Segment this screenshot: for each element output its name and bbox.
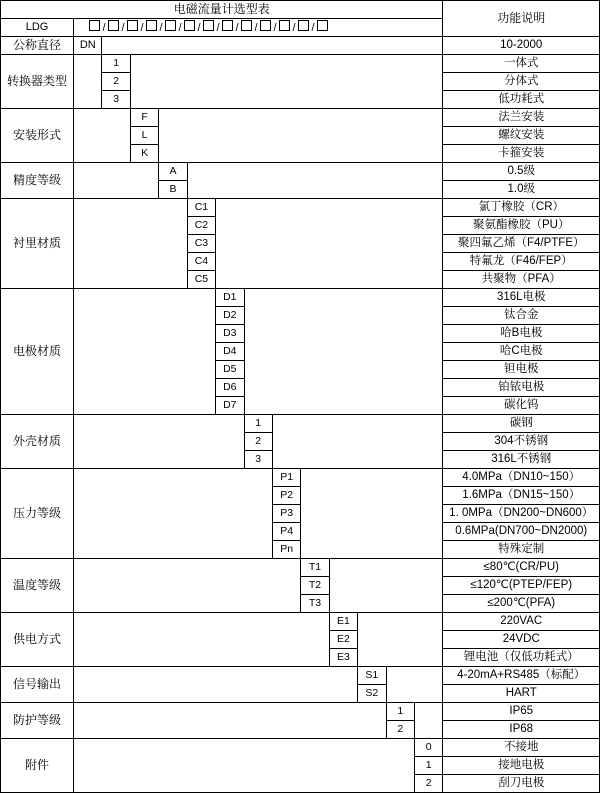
desc-lining-material-1: 氯丁橡胶（CR） bbox=[443, 199, 600, 217]
category-nominal-diameter: 公称直径 bbox=[1, 37, 74, 55]
desc-electrode-material-3: 哈B电极 bbox=[443, 325, 600, 343]
code-pressure-rating-3: P3 bbox=[272, 505, 300, 523]
category-accuracy-class: 精度等级 bbox=[1, 163, 74, 199]
desc-lining-material-3: 聚四氟乙烯（F4/PTFE） bbox=[443, 235, 600, 253]
code-strip-symbols bbox=[88, 20, 329, 34]
spacer bbox=[358, 613, 443, 667]
code-strip-slash: / bbox=[140, 22, 144, 35]
code-accessories-3: 2 bbox=[414, 775, 443, 793]
code-accessories-1: 0 bbox=[414, 739, 443, 757]
desc-power-supply-1: 220VAC bbox=[443, 613, 600, 631]
code-electrode-material-1: D1 bbox=[216, 289, 244, 307]
code-strip-box bbox=[298, 20, 309, 31]
code-lining-material-3: C3 bbox=[187, 235, 215, 253]
category-power-supply: 供电方式 bbox=[1, 613, 74, 667]
spacer bbox=[74, 289, 216, 415]
desc-housing-material-1: 碳钢 bbox=[443, 415, 600, 433]
code-strip-box bbox=[279, 20, 290, 31]
code-temperature-rating-3: T3 bbox=[301, 595, 329, 613]
code-power-supply-1: E1 bbox=[329, 613, 357, 631]
desc-housing-material-2: 304不锈钢 bbox=[443, 433, 600, 451]
code-strip-slash: / bbox=[254, 22, 258, 35]
desc-installation-type-2: 螺纹安装 bbox=[443, 127, 600, 145]
desc-signal-output-1: 4-20mA+RS485（标配） bbox=[443, 667, 600, 685]
code-temperature-rating-1: T1 bbox=[301, 559, 329, 577]
spacer bbox=[187, 163, 443, 199]
code-converter-type-1: 1 bbox=[102, 55, 130, 73]
desc-accessories-3: 刮刀电极 bbox=[443, 775, 600, 793]
spacer bbox=[74, 109, 131, 163]
desc-lining-material-2: 聚氨酯橡胶（PU） bbox=[443, 217, 600, 235]
spacer bbox=[74, 703, 386, 739]
code-installation-type-3: K bbox=[130, 145, 158, 163]
category-protection-rating: 防护等级 bbox=[1, 703, 74, 739]
desc-converter-type-3: 低功耗式 bbox=[443, 91, 600, 109]
desc-power-supply-2: 24VDC bbox=[443, 631, 600, 649]
desc-electrode-material-6: 铂铱电极 bbox=[443, 379, 600, 397]
code-strip-slash: / bbox=[102, 22, 106, 35]
code-electrode-material-6: D6 bbox=[216, 379, 244, 397]
category-lining-material: 衬里材质 bbox=[1, 199, 74, 289]
desc-protection-rating-2: IP68 bbox=[443, 721, 600, 739]
desc-electrode-material-2: 钛合金 bbox=[443, 307, 600, 325]
code-strip bbox=[74, 19, 443, 37]
spacer bbox=[74, 415, 244, 469]
spacer bbox=[272, 415, 443, 469]
spacer bbox=[74, 739, 415, 793]
desc-housing-material-3: 316L不锈钢 bbox=[443, 451, 600, 469]
desc-converter-type-2: 分体式 bbox=[443, 73, 600, 91]
category-pressure-rating: 压力等级 bbox=[1, 469, 74, 559]
desc-lining-material-5: 共聚物（PFA） bbox=[443, 271, 600, 289]
code-pressure-rating-5: Pn bbox=[272, 541, 300, 559]
code-housing-material-1: 1 bbox=[244, 415, 272, 433]
spacer bbox=[244, 289, 443, 415]
code-strip-slash: / bbox=[311, 22, 315, 35]
desc-accuracy-class-2: 1.0级 bbox=[443, 181, 600, 199]
desc-pressure-rating-1: 4.0MPa（DN10~150） bbox=[443, 469, 600, 487]
desc-accessories-2: 接地电极 bbox=[443, 757, 600, 775]
category-temperature-rating: 温度等级 bbox=[1, 559, 74, 613]
table-title: 电磁流量计选型表 bbox=[1, 1, 443, 19]
category-housing-material: 外壳材质 bbox=[1, 415, 74, 469]
desc-electrode-material-7: 碳化钨 bbox=[443, 397, 600, 415]
spacer bbox=[74, 469, 273, 559]
code-temperature-rating-2: T2 bbox=[301, 577, 329, 595]
code-signal-output-2: S2 bbox=[358, 685, 386, 703]
code-strip-slash: / bbox=[292, 22, 296, 35]
code-strip-slash: / bbox=[178, 22, 182, 35]
spacer bbox=[130, 55, 443, 109]
desc-pressure-rating-5: 特殊定制 bbox=[443, 541, 600, 559]
code-lining-material-2: C2 bbox=[187, 217, 215, 235]
code-lining-material-4: C4 bbox=[187, 253, 215, 271]
code-accuracy-class-2: B bbox=[159, 181, 187, 199]
code-protection-rating-2: 2 bbox=[386, 721, 414, 739]
spacer bbox=[74, 55, 102, 109]
code-power-supply-3: E3 bbox=[329, 649, 357, 667]
category-electrode-material: 电极材质 bbox=[1, 289, 74, 415]
code-electrode-material-3: D3 bbox=[216, 325, 244, 343]
code-signal-output-1: S1 bbox=[358, 667, 386, 685]
desc-converter-type-1: 一体式 bbox=[443, 55, 600, 73]
desc-accuracy-class-1: 0.5级 bbox=[443, 163, 600, 181]
code-strip-slash: / bbox=[273, 22, 277, 35]
desc-pressure-rating-3: 1. 0MPa（DN200~DN600） bbox=[443, 505, 600, 523]
model-prefix: LDG bbox=[1, 19, 74, 37]
category-installation-type: 安装形式 bbox=[1, 109, 74, 163]
spacer bbox=[414, 703, 443, 739]
category-signal-output: 信号输出 bbox=[1, 667, 74, 703]
desc-temperature-rating-2: ≤120℃(PTEP/FEP) bbox=[443, 577, 600, 595]
code-electrode-material-7: D7 bbox=[216, 397, 244, 415]
code-strip-slash: / bbox=[197, 22, 201, 35]
spacer bbox=[74, 667, 358, 703]
desc-temperature-rating-1: ≤80℃(CR/PU) bbox=[443, 559, 600, 577]
category-accessories: 附件 bbox=[1, 739, 74, 793]
code-electrode-material-5: D5 bbox=[216, 361, 244, 379]
code-installation-type-2: L bbox=[130, 127, 158, 145]
code-converter-type-2: 2 bbox=[102, 73, 130, 91]
code-protection-rating-1: 1 bbox=[386, 703, 414, 721]
code-strip-box bbox=[184, 20, 195, 31]
desc-pressure-rating-4: 0.6MPa(DN700~DN2000) bbox=[443, 523, 600, 541]
desc-accessories-1: 不接地 bbox=[443, 739, 600, 757]
code-electrode-material-4: D4 bbox=[216, 343, 244, 361]
desc-protection-rating-1: IP65 bbox=[443, 703, 600, 721]
desc-nominal-diameter: 10-2000 bbox=[443, 37, 600, 55]
desc-installation-type-1: 法兰安装 bbox=[443, 109, 600, 127]
code-pressure-rating-1: P1 bbox=[272, 469, 300, 487]
code-converter-type-3: 3 bbox=[102, 91, 130, 109]
code-pressure-rating-2: P2 bbox=[272, 487, 300, 505]
code-lining-material-5: C5 bbox=[187, 271, 215, 289]
code-strip-slash: / bbox=[121, 22, 125, 35]
spacer bbox=[329, 559, 443, 613]
code-lining-material-1: C1 bbox=[187, 199, 215, 217]
spacer bbox=[159, 109, 443, 163]
code-accuracy-class-1: A bbox=[159, 163, 187, 181]
code-dn: DN bbox=[74, 37, 102, 55]
code-strip-box bbox=[108, 20, 119, 31]
code-strip-box bbox=[146, 20, 157, 31]
desc-pressure-rating-2: 1.6MPa（DN15~150） bbox=[443, 487, 600, 505]
code-strip-slash: / bbox=[235, 22, 239, 35]
code-strip-box bbox=[165, 20, 176, 31]
code-power-supply-2: E2 bbox=[329, 631, 357, 649]
code-strip-box bbox=[260, 20, 271, 31]
code-electrode-material-2: D2 bbox=[216, 307, 244, 325]
desc-electrode-material-1: 316L电极 bbox=[443, 289, 600, 307]
code-strip-box bbox=[317, 20, 328, 31]
desc-power-supply-3: 锂电池（仅低功耗式） bbox=[443, 649, 600, 667]
code-strip-box bbox=[241, 20, 252, 31]
desc-signal-output-2: HART bbox=[443, 685, 600, 703]
desc-installation-type-3: 卡箍安装 bbox=[443, 145, 600, 163]
code-strip-box bbox=[89, 20, 100, 31]
spacer bbox=[74, 199, 188, 289]
spacer bbox=[102, 37, 443, 55]
code-strip-box bbox=[127, 20, 138, 31]
spacer bbox=[216, 199, 443, 289]
spacer bbox=[386, 667, 443, 703]
code-pressure-rating-4: P4 bbox=[272, 523, 300, 541]
code-strip-slash: / bbox=[159, 22, 163, 35]
code-strip-box bbox=[203, 20, 214, 31]
code-strip-box bbox=[222, 20, 233, 31]
spacer bbox=[301, 469, 443, 559]
spacer bbox=[74, 163, 159, 199]
spacer bbox=[74, 613, 330, 667]
desc-electrode-material-5: 钽电极 bbox=[443, 361, 600, 379]
desc-temperature-rating-3: ≤200℃(PFA) bbox=[443, 595, 600, 613]
code-installation-type-1: F bbox=[130, 109, 158, 127]
desc-electrode-material-4: 哈C电极 bbox=[443, 343, 600, 361]
desc-lining-material-4: 特氟龙（F46/FEP） bbox=[443, 253, 600, 271]
category-converter-type: 转换器类型 bbox=[1, 55, 74, 109]
code-strip-slash: / bbox=[216, 22, 220, 35]
code-housing-material-2: 2 bbox=[244, 433, 272, 451]
spacer bbox=[74, 559, 301, 613]
function-description-header: 功能说明 bbox=[443, 1, 600, 37]
code-housing-material-3: 3 bbox=[244, 451, 272, 469]
code-accessories-2: 1 bbox=[414, 757, 443, 775]
